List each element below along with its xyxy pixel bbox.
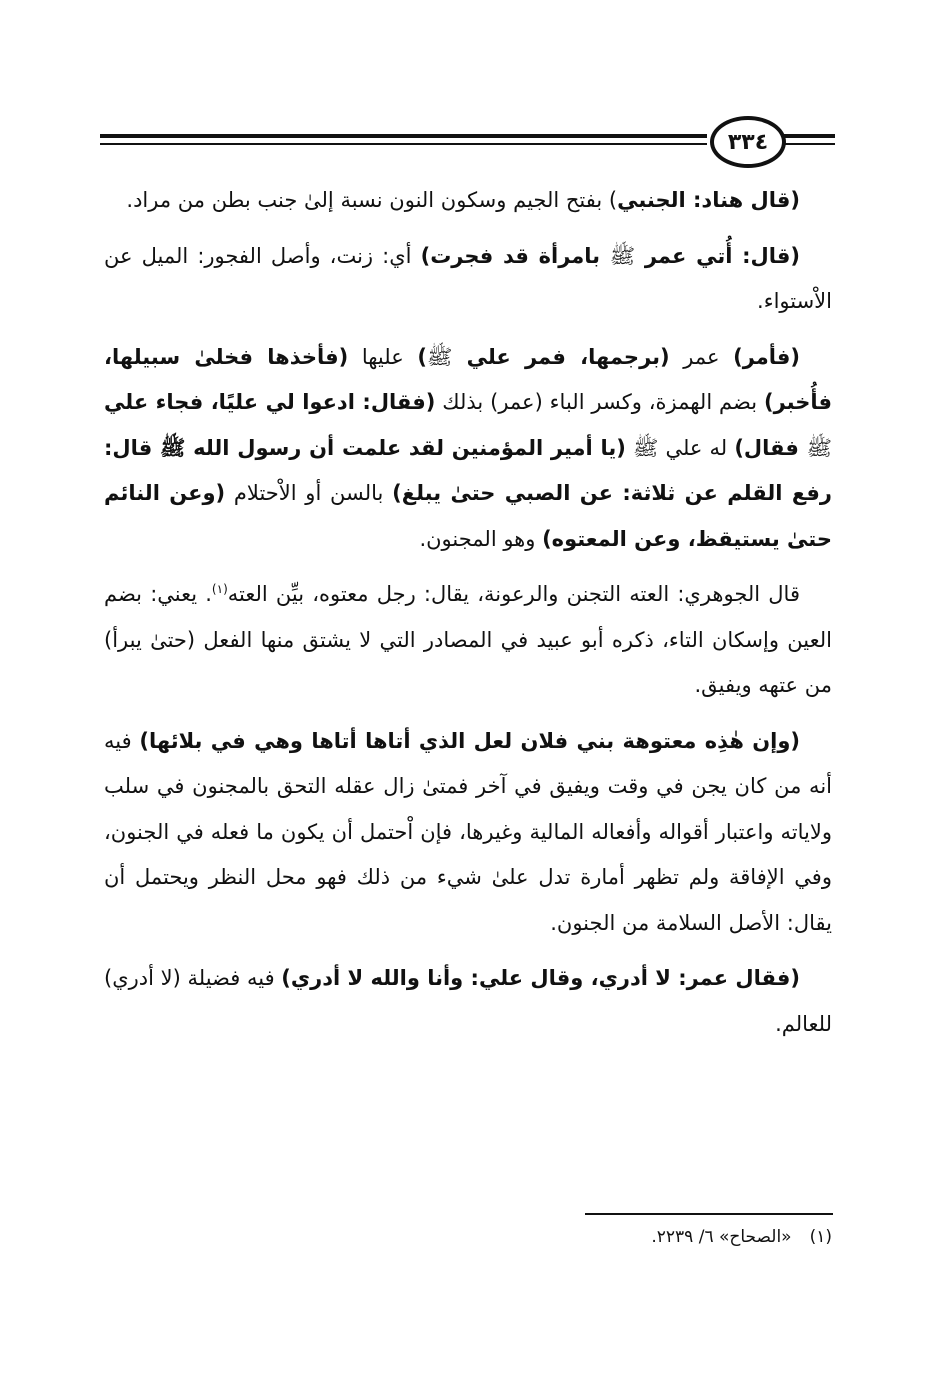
- footnote-text: «الصحاح» ٦/ ٢٢٣٩.: [651, 1227, 792, 1247]
- commentary-text: فيه أنه من كان يجن في وقت ويفيق في آخر فمتىٰ زال عقله التحق بالمجنون في سلب ولاياته واعتبار أقواله وأفعاله المالية وغيرها، فإن اْحتمل أن يكون ما فعله في الجنون، وفي الإفاقة ولم تظهر أمارة تدل علىٰ شيء من ذلك فهو محل النظر ويحتمل أن يقال: الأصل السلامة من الجنون.: [104, 728, 832, 935]
- commentary-text: عمر: [669, 344, 734, 369]
- commentary-text: فيه فضيلة: [180, 966, 282, 990]
- paragraph: [104, 572, 832, 709]
- quoted-text: (وعن النائم حتىٰ يستيقظ، وعن المعتوه): [104, 481, 832, 551]
- paragraph: [104, 178, 832, 224]
- commentary-text: بذلك: [435, 390, 491, 414]
- commentary-text: من عتهه ويفيق.: [694, 673, 832, 697]
- quoted-text: الجنبي: [617, 188, 686, 212]
- commentary-text: بضم الهمزة، وكسر الباء: [542, 390, 764, 414]
- main-text: [104, 178, 832, 1057]
- commentary-text: عليها: [348, 344, 418, 369]
- header-rule: [100, 143, 707, 145]
- commentary-text: [626, 436, 633, 460]
- commentary-text: ) بفتح الجيم وسكون النون نسبة إلىٰ جنب بطن من مراد.: [126, 188, 618, 212]
- commentary-text: ﷺ: [426, 344, 453, 369]
- page-number: ٣٣٤: [710, 116, 786, 168]
- quoted-text: (قال هناد:: [685, 188, 800, 212]
- footnote-ref: (١): [211, 582, 228, 596]
- commentary-text: بالسن أو الاْحتلام: [225, 481, 393, 505]
- quoted-text: (فأخذها فخلىٰ سبيلها، فأُخبر): [104, 344, 832, 414]
- paragraph: [104, 234, 832, 325]
- commentary-text: ﷺ: [632, 435, 659, 460]
- footnote: [104, 1222, 832, 1252]
- commentary-text: ﷺ: [609, 243, 636, 268]
- footnotes: [104, 1222, 832, 1252]
- page-header: [100, 116, 835, 166]
- quoted-text: (فقال: ادعوا لي عليًا، فجاء علي: [104, 390, 436, 414]
- commentary-text: قال الجوهري: العته التجنن والرعونة، يقال: رجل معتوه، بيِّن العته: [227, 582, 800, 606]
- quoted-text: ): [417, 344, 427, 369]
- commentary-text: أي: زنت، وأصل الفجور: الميل عن الاْستواء.: [104, 243, 832, 313]
- commentary-text: (عمر): [490, 390, 543, 414]
- quoted-text: فقال): [734, 435, 807, 460]
- header-rule: [780, 134, 835, 138]
- quoted-text: (قال: أُتي عمر: [635, 243, 800, 268]
- footnote-mark: (١): [809, 1227, 832, 1247]
- commentary-text: . يعني: بضم العين وإسكان التاء، ذكره أبو عبيد في المصادر التي لا يشتق منها الفعل: [104, 582, 832, 652]
- header-rule: [100, 134, 707, 138]
- commentary-text: للعالم.: [775, 1011, 832, 1036]
- paragraph: [104, 719, 832, 947]
- header-rule: [780, 143, 835, 145]
- commentary-text: (لا أدري): [104, 966, 181, 990]
- quoted-text: (وإن هٰذِه معتوهة بني فلان لعل الذي أتاها أتاها وهي في بلائها): [139, 728, 801, 753]
- quoted-text: بامرأة قد فجرت): [420, 243, 610, 268]
- quoted-text: (فأمر): [733, 344, 801, 369]
- commentary-text: (حتىٰ يبرأ): [104, 627, 196, 652]
- footnote-separator: [585, 1213, 833, 1215]
- quoted-text: (فقال عمر: لا أدري، وقال علي: وأنا والله لا أدري): [281, 966, 800, 990]
- quoted-text: (برجمها، فمر علي: [452, 344, 670, 369]
- commentary-text: وهو المجنون.: [419, 526, 543, 551]
- commentary-text: ﷺ: [806, 435, 832, 460]
- paragraph: [104, 956, 832, 1047]
- paragraph: [104, 335, 832, 563]
- commentary-text: له علي: [658, 435, 735, 460]
- quoted-text: (يا أمير المؤمنين لقد علمت أن رسول الله ﷺ قال: رفع القلم عن ثلاثة: عن الصبي حتىٰ يبلغ): [104, 435, 832, 505]
